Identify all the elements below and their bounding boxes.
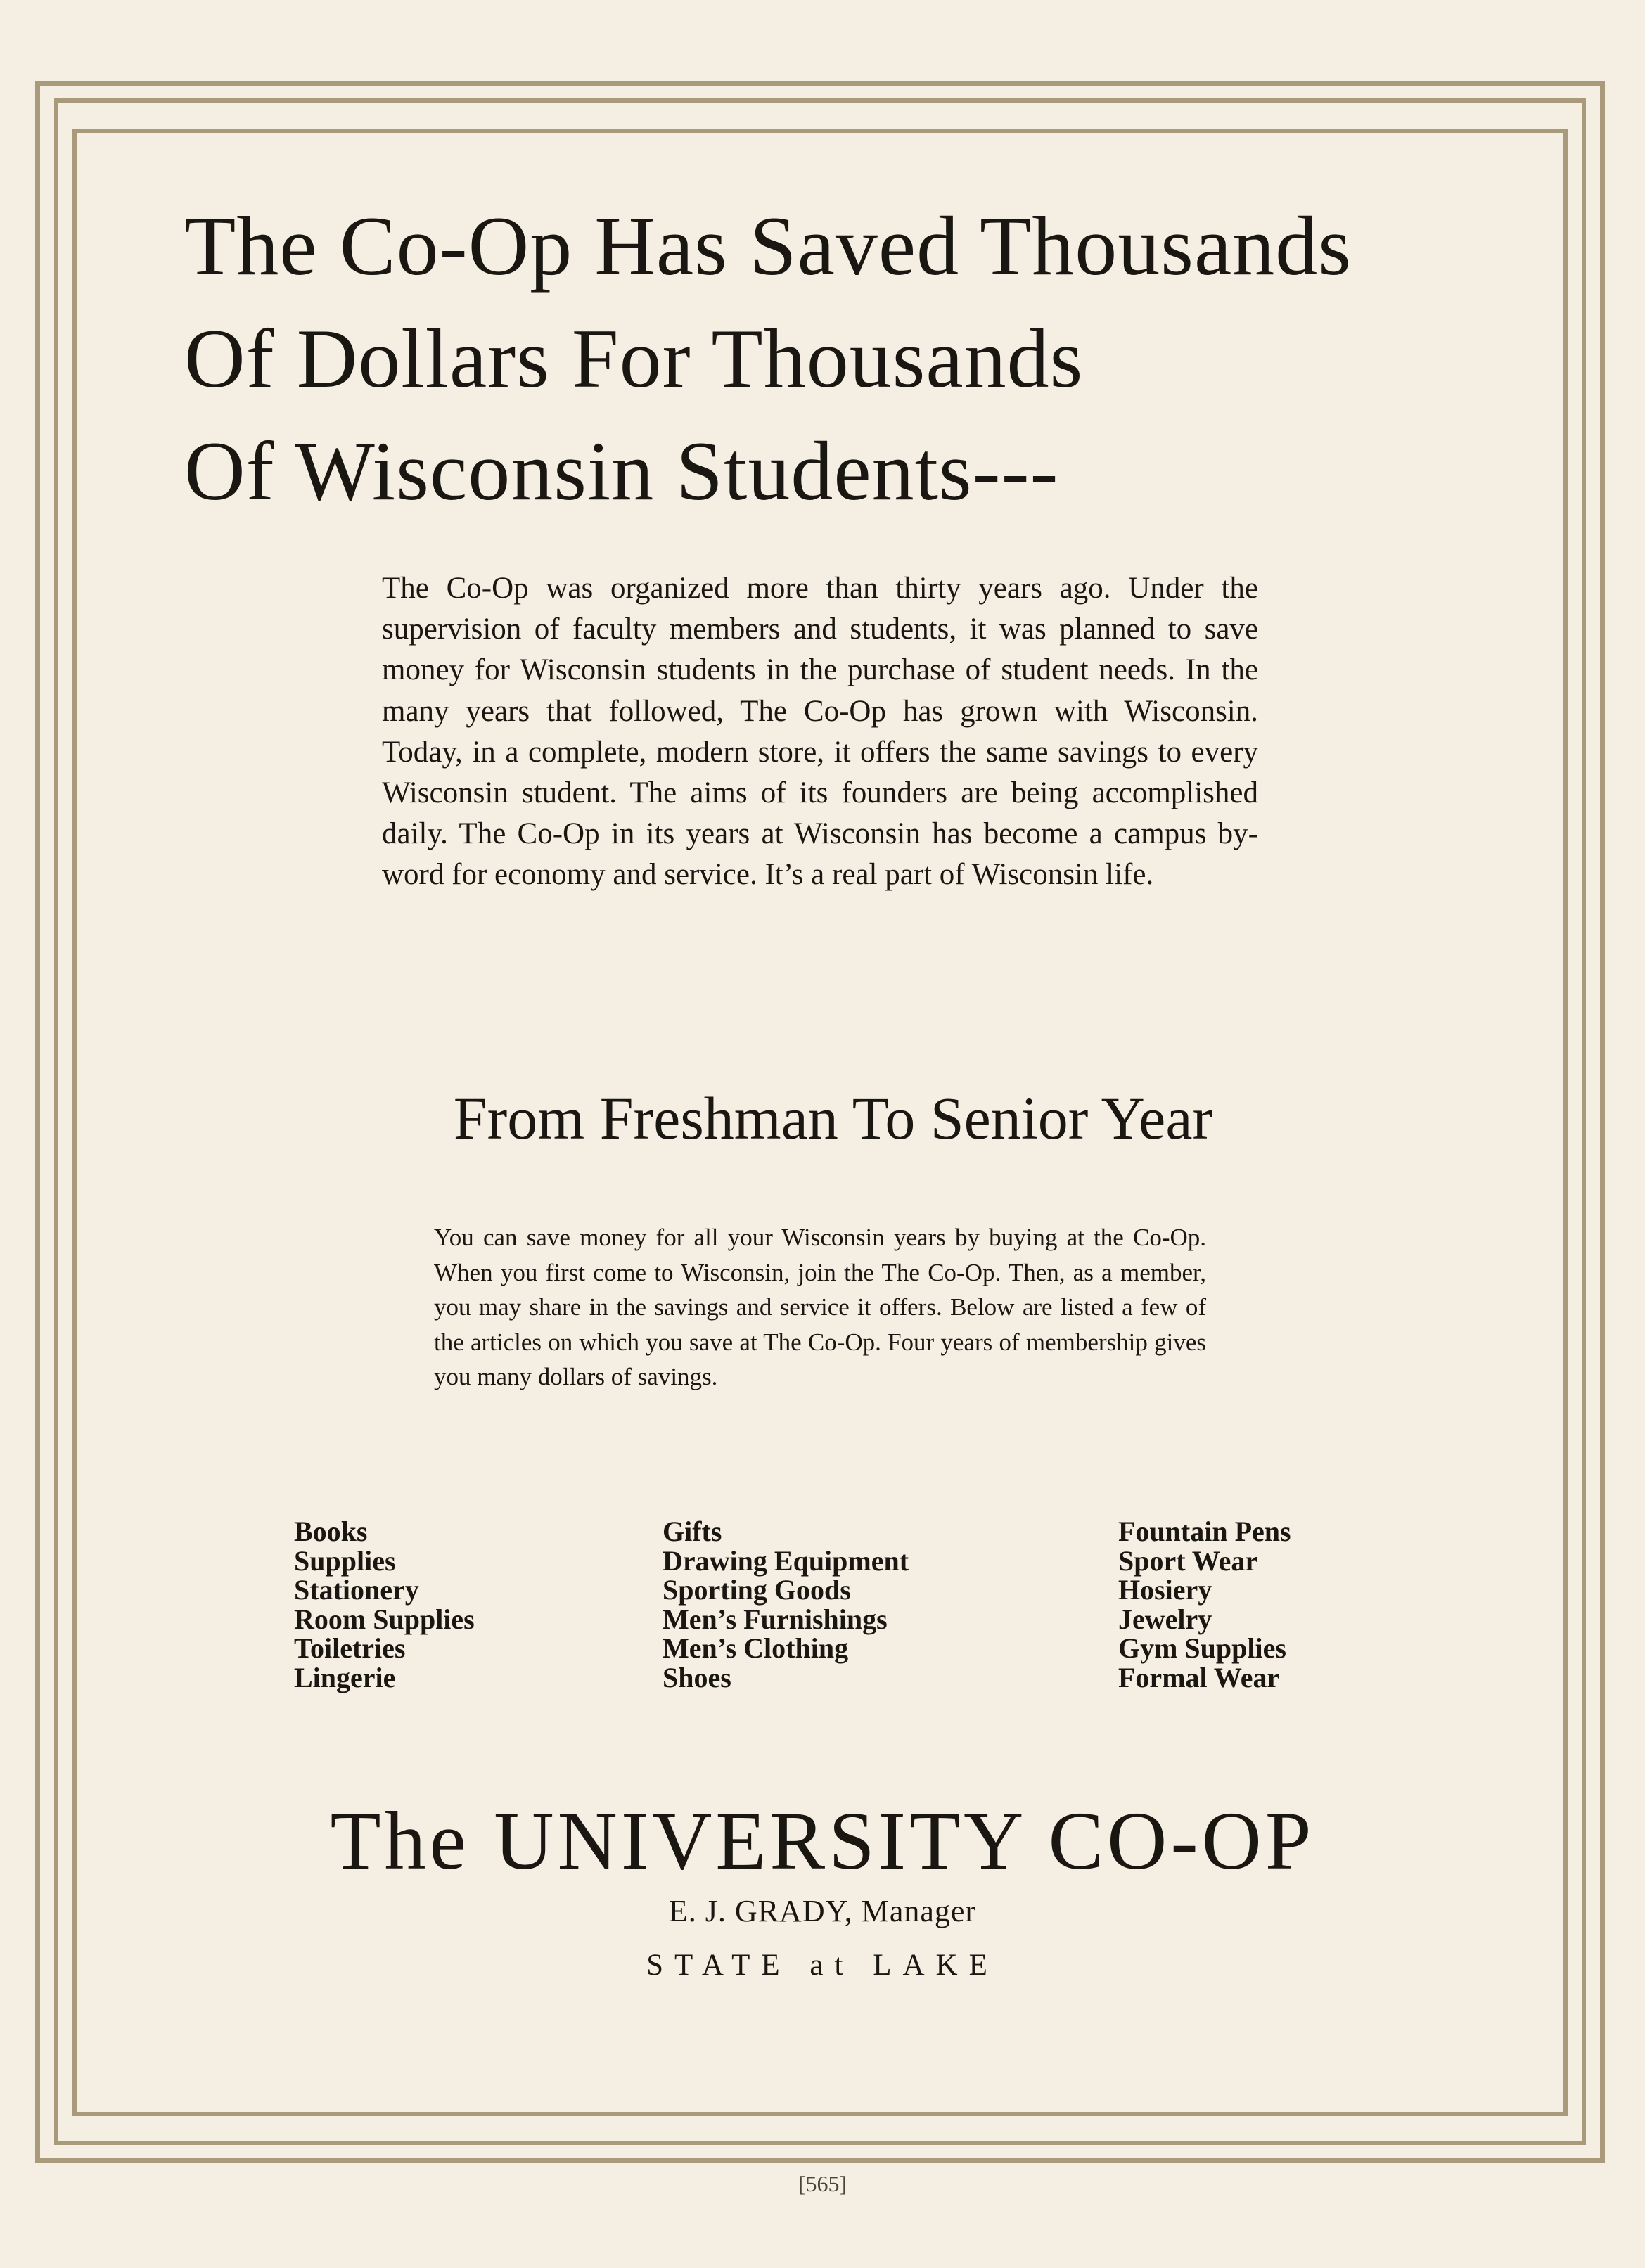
- list-item: Books: [294, 1516, 368, 1547]
- store-name: The UNIVERSITY CO-OP: [330, 1795, 1315, 1887]
- headline: [184, 190, 1352, 527]
- list-item: Sport Wear: [1118, 1544, 1258, 1577]
- list-item: Men’s Clothing: [663, 1632, 849, 1665]
- list-item: Room Supplies: [294, 1603, 475, 1635]
- list-item: Hosiery: [1118, 1574, 1212, 1606]
- list-item: Shoes: [663, 1661, 731, 1693]
- address-line: STATE at LAKE: [646, 1949, 999, 1982]
- page-number: [565]: [798, 2171, 847, 2196]
- headline-line-2: Of Dollars For Thousands: [184, 312, 1084, 405]
- list-item: Jewelry: [1118, 1603, 1212, 1635]
- list-item: Fountain Pens: [1118, 1516, 1291, 1547]
- list-item: Men’s Furnishings: [663, 1603, 888, 1635]
- headline-line-3: Of Wisconsin Students---: [184, 424, 1059, 518]
- items-column-1: [294, 1517, 475, 1693]
- subheading: From Freshman To Senior Year: [453, 1084, 1213, 1152]
- list-item: Sporting Goods: [663, 1574, 851, 1606]
- headline-line-1: The Co-Op Has Saved Thousands: [184, 199, 1352, 293]
- items-column-2: [663, 1517, 909, 1693]
- list-item: Supplies: [294, 1544, 396, 1577]
- list-item: Formal Wear: [1118, 1661, 1280, 1693]
- list-item: Toiletries: [294, 1632, 406, 1665]
- manager-line: E. J. GRADY, Manager: [668, 1894, 977, 1928]
- list-item: Lingerie: [294, 1661, 396, 1693]
- list-item: Gifts: [663, 1516, 722, 1547]
- list-item: Drawing Equipment: [663, 1544, 909, 1577]
- list-item: Gym Supplies: [1118, 1632, 1286, 1665]
- list-item: Stationery: [294, 1574, 419, 1606]
- membership-paragraph: You can save money for all your Wisconsin years by buying at the Co-Op. When you first come to Wisconsin, join the The Co-Op. Then, as a member, you may share in the savings and service it offers. Below are listed a few of the articles on which you save at The Co-Op. Four years of membership gives you many dollars of savings.: [434, 1224, 1206, 1390]
- intro-paragraph: The Co-Op was organized more than thirty years ago. Under the supervision of faculty members and students, it was planned to save money for Wisconsin students in the purchase of student needs. In the many years that followed, The Co-Op has grown with Wisconsin. Today, in a complete, modern store, it offers the same savings to every Wisconsin student. The aims of its founders are being accomplished daily. The Co-Op in its years at Wisconsin has become a campus by-word for economy and service. It’s a real part of Wisconsin life.: [382, 572, 1258, 892]
- items-column-3: [1118, 1517, 1291, 1693]
